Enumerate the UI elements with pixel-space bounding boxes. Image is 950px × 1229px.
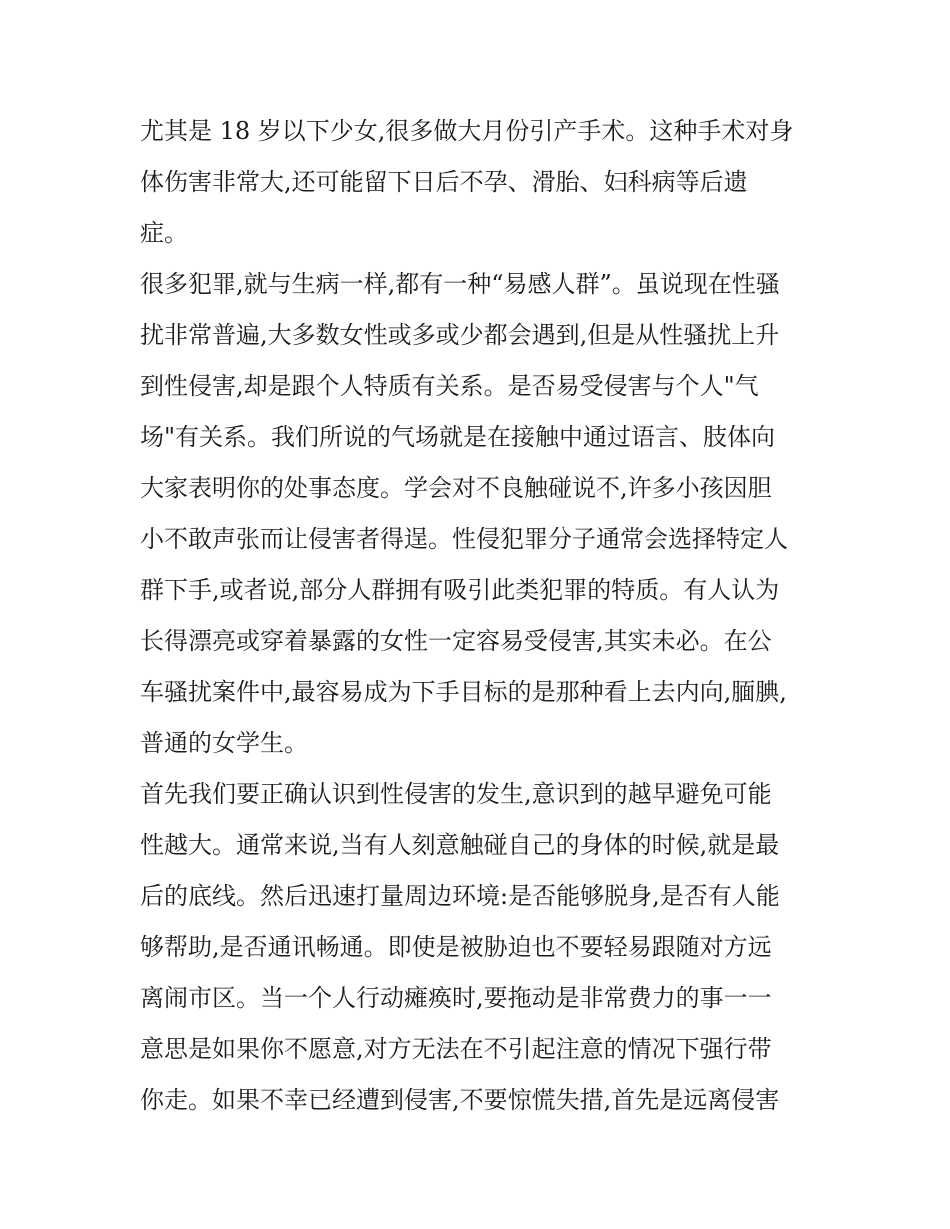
text-line: 普通的女学生。 [140,729,308,757]
document-body [140,106,820,1126]
text-line: 你走。如果不幸已经遭到侵害,不要惊慌失措,首先是远离侵害 [140,1086,780,1114]
text-line: 场"有关系。我们所说的气场就是在接触中通过语言、肢体向 [140,423,776,451]
text-line: 意思是如果你不愿意,对方无法在不引起注意的情况下强行带 [140,1035,772,1063]
text-line: 首先我们要正确认识到性侵害的发生,意识到的越早避免可能 [140,780,772,808]
text-line: 群下手,或者说,部分人群拥有吸引此类犯罪的特质。有人认为 [140,576,780,604]
text-line: 症。 [140,219,188,247]
text-line: 小不敢声张而让侵害者得逞。性侵犯罪分子通常会选择特定人 [140,525,788,553]
text-line: 扰非常普遍,大多数女性或多或少都会遇到,但是从性骚扰上升 [140,321,780,349]
text-line: 够帮助,是否通讯畅通。即使是被胁迫也不要轻易跟随对方远 [140,933,772,961]
text-line: 大家表明你的处事态度。学会对不良触碰说不,许多小孩因胆 [140,474,772,502]
text-line: 车骚扰案件中,最容易成为下手目标的是那种看上去内向,腼腆, [140,678,787,706]
text-line: 很多犯罪,就与生病一样,都有一种“易感人群”。虽说现在性骚 [140,270,780,298]
text-line: 后的底线。然后迅速打量周边环境:是否能够脱身,是否有人能 [140,882,780,910]
text-line: 长得漂亮或穿着暴露的女性一定容易受侵害,其实未必。在公 [140,627,772,655]
text-line: 体伤害非常大,还可能留下日后不孕、滑胎、妇科病等后遗 [140,168,748,196]
text-line: 到性侵害,却是跟个人特质有关系。是否易受侵害与个人"气 [140,372,759,400]
text-line: 尤其是 18 岁以下少女,很多做大月份引产手术。这种手术对身 [140,117,794,145]
text-line: 离闹市区。当一个人行动瘫痪时,要拖动是非常费力的事一一 [140,984,772,1012]
text-line: 性越大。通常来说,当有人刻意触碰自己的身体的时候,就是最 [140,831,780,859]
